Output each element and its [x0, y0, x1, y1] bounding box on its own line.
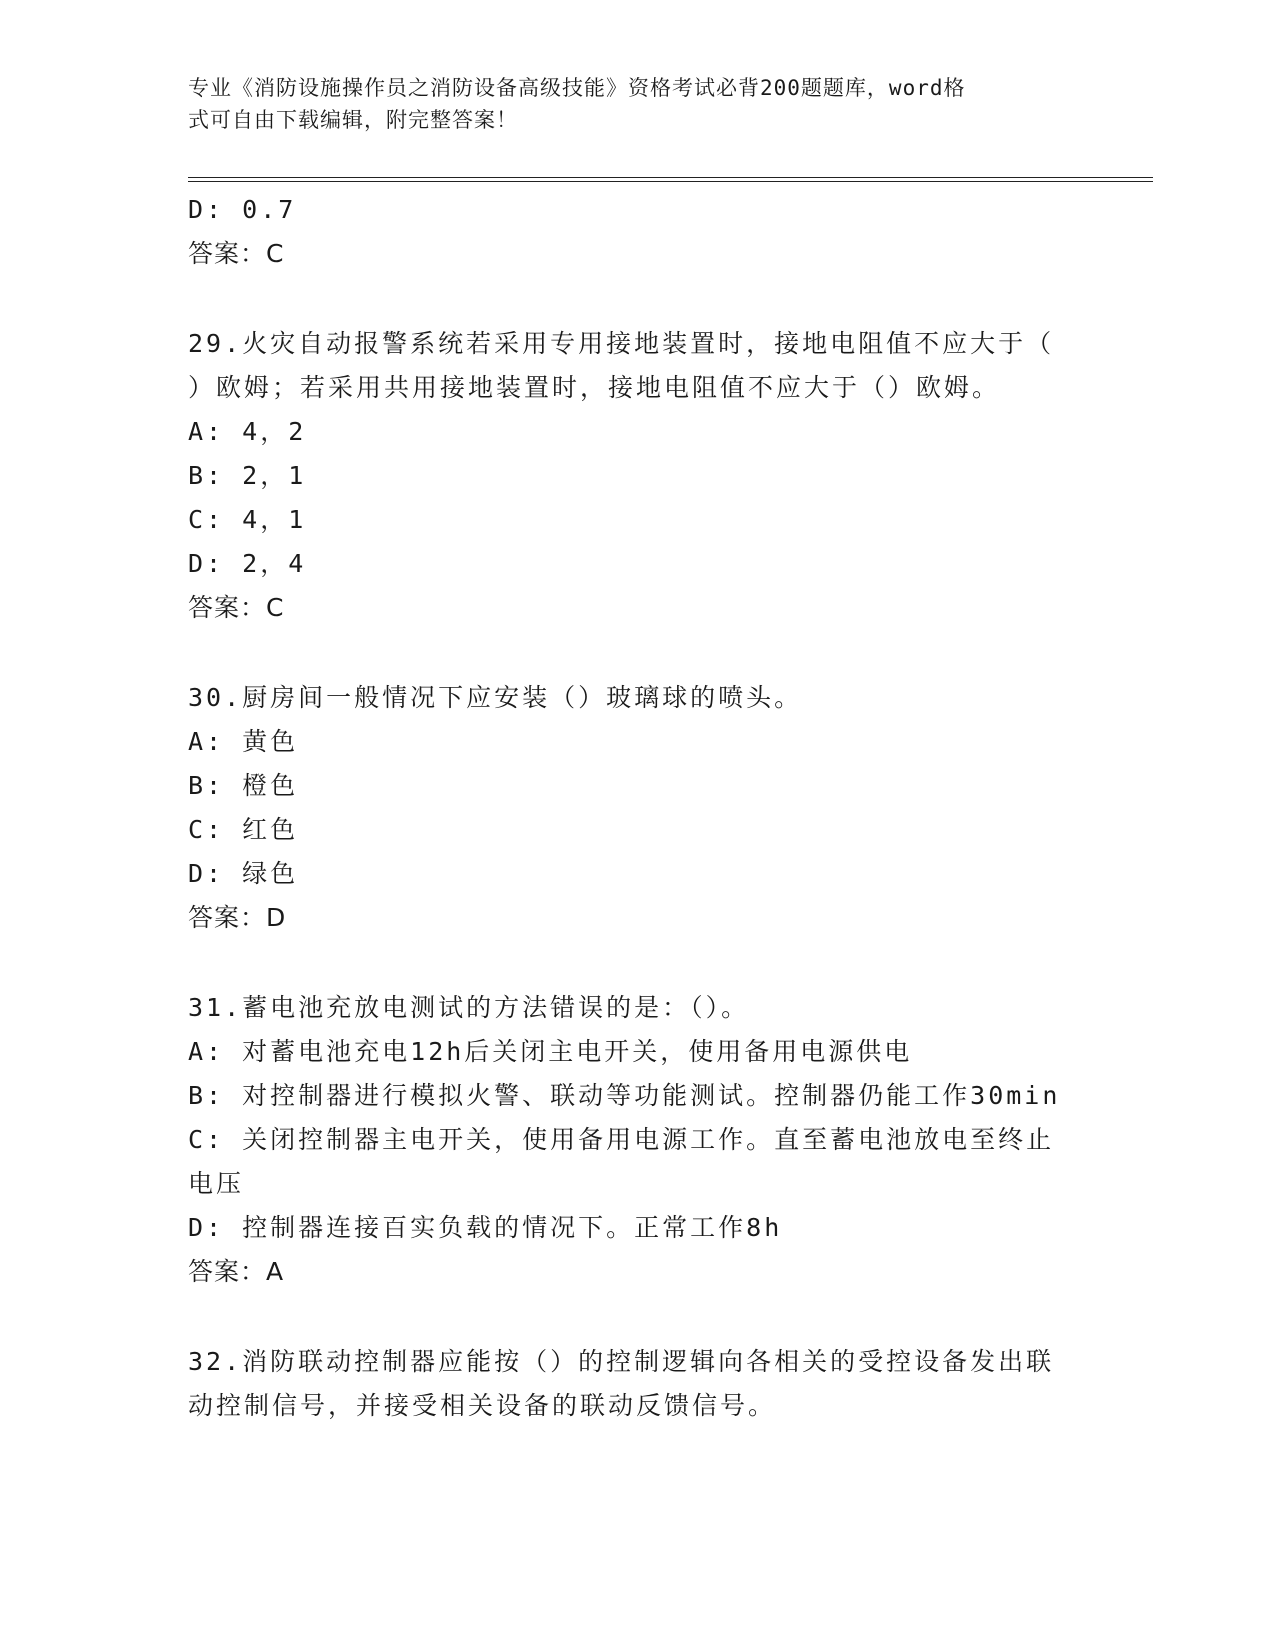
- q31-option-c: C: 关闭控制器主电开关，使用备用电源工作。直至蓄电池放电至终止: [188, 1125, 1055, 1154]
- document-header: [188, 72, 1068, 136]
- q30-option-a: A: 黄色: [188, 727, 299, 756]
- q31-stem-line-1: 31.蓄电池充放电测试的方法错误的是：（）。: [188, 993, 750, 1022]
- header-line-2: 式可自由下载编辑，附完整答案！: [188, 108, 518, 132]
- prev-answer: 答案：C: [188, 239, 285, 268]
- q30-stem-line-1: 30.厨房间一般情况下应安装（）玻璃球的喷头。: [188, 683, 803, 712]
- q30-option-b: B: 橙色: [188, 771, 299, 800]
- q31-answer: 答案：A: [188, 1257, 285, 1286]
- q29-option-b: B: 2，1: [188, 461, 307, 490]
- q29-option-c: C: 4，1: [188, 505, 307, 534]
- q29-option-d: D: 2，4: [188, 549, 307, 578]
- q31-option-d: D: 控制器连接百实负载的情况下。正常工作8h: [188, 1213, 783, 1242]
- header-divider-bottom: [188, 181, 1153, 182]
- q29-stem-line-1: 29.火灾自动报警系统若采用专用接地装置时，接地电阻值不应大于（: [188, 329, 1055, 358]
- q29-option-a: A: 4，2: [188, 417, 307, 446]
- q30-option-c: C: 红色: [188, 815, 299, 844]
- q30-option-d: D: 绿色: [188, 859, 299, 888]
- q32-stem-line-1: 32.消防联动控制器应能按（）的控制逻辑向各相关的受控设备发出联: [188, 1347, 1055, 1376]
- q31-option-b: B: 对控制器进行模拟火警、联动等功能测试。控制器仍能工作30min: [188, 1081, 1061, 1110]
- q30-answer: 答案：D: [188, 903, 287, 932]
- q32-stem-line-2: 动控制信号，并接受相关设备的联动反馈信号。: [188, 1391, 777, 1420]
- q31-option-a: A: 对蓄电池充电12h后关闭主电开关，使用备用电源供电: [188, 1037, 913, 1066]
- header-divider-top: [188, 177, 1153, 178]
- q31-option-c-continued: 电压: [188, 1169, 245, 1198]
- header-line-1: 专业《消防设施操作员之消防设备高级技能》资格考试必背200题题库，word格: [188, 76, 966, 100]
- q29-stem-line-2: ）欧姆；若采用共用接地装置时，接地电阻值不应大于（）欧姆。: [188, 373, 1001, 402]
- q29-answer: 答案：C: [188, 593, 285, 622]
- prev-option-d: D: 0.7: [188, 195, 297, 224]
